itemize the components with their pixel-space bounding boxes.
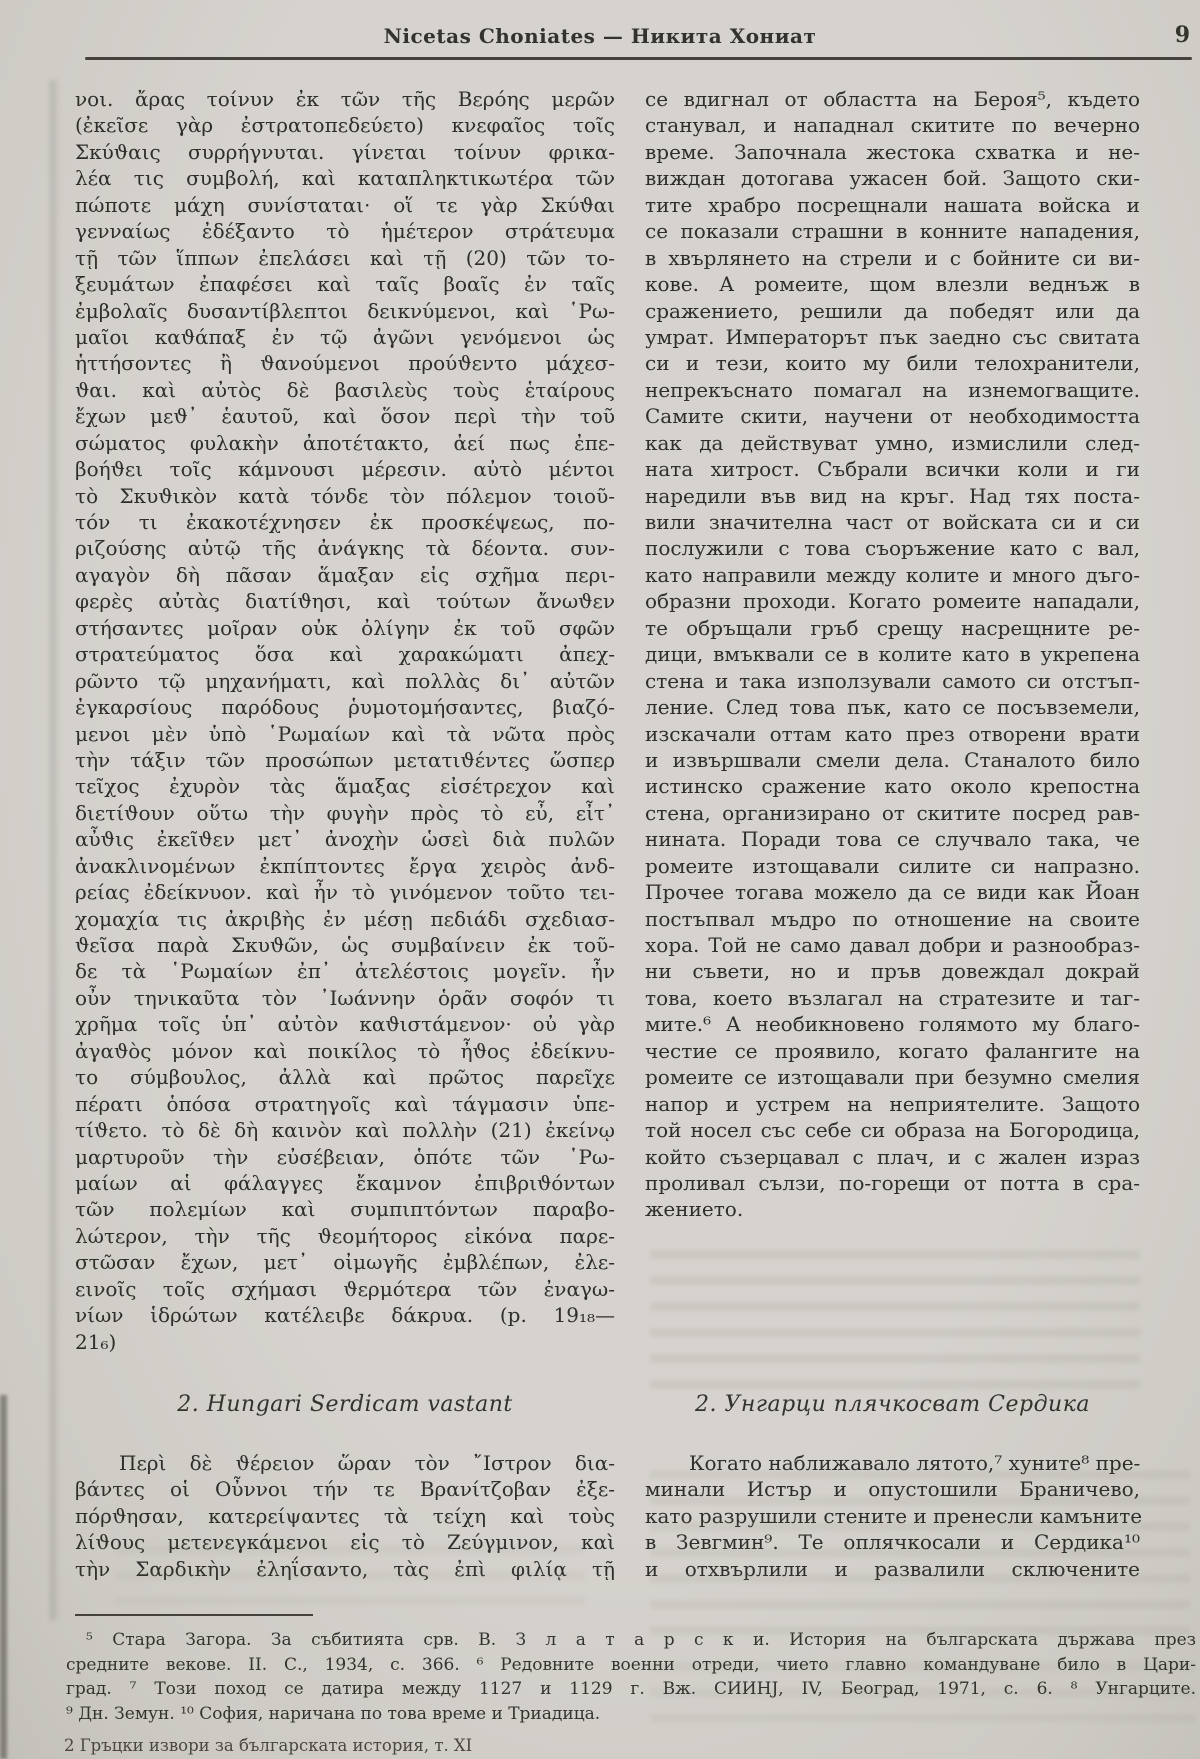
text-line: διετίϑουν οὕτω τὴν φυγὴν πρὸς τὸ εὖ, εἶτ᾽ [75,800,615,825]
text-line: λίϑους μετενεγκάμενοι εἰς τὸ Ζεύγμινον, καὶ [75,1530,615,1555]
text-line: χρῆμα τοῖς ὑπ᾽ αὐτὸν καϑιστάμενον· οὐ γὰρ [75,1012,615,1037]
text-line: и отхвърлили и развалили сключените [645,1556,1140,1581]
text-line: кове. А ромеите, щом влезли веднъж в [645,272,1140,297]
text-line: ξευμάτων ἐπαφέσει καὶ ταῖς βοαῖς ἐν ταῖς [75,272,615,297]
text-line: честие се проявило, когато фалангите на [645,1038,1140,1063]
text-line: послужили с това съоръжение като с вал, [645,536,1140,561]
text-line: νίων ἱδρώτων κατέλειβε δάκρυα. (p. 19₁₈— [75,1303,615,1328]
text-line: който съзерцавал с плач, и с жален израз [645,1144,1140,1169]
text-line: изскачали оттам като през отворени врати [645,721,1140,746]
text-line: γενναίως ἐδέξαντο τὸ ἡμέτερον στράτευμα [75,219,615,244]
text-line: като направили между колите и много дъго- [645,562,1140,587]
greek-text-column [75,86,615,1355]
text-line: τὴν τάξιν τῶν προσώπων μετατιϑέντες ὥσπερ [75,747,615,772]
bulgarian-text-column [645,86,1140,1223]
text-line: ромеите се изтощавали при безумно смелия [645,1065,1140,1090]
text-line: τῇ τῶν ἵππων ἐπελάσει καὶ τῇ (20) τῶν το- [75,245,615,270]
text-line: αγαγὸν δὴ πᾶσαν ἅμαξαν εἰς σχῆμα περι- [75,562,615,587]
text-line: λώτερον, τὴν τῆς ϑεομήτορος εἰκόνα παρε- [75,1223,615,1248]
text-line: πέρατι ὁπόσα στρατηγοῖς καὶ τάγμασιν ὑπε- [75,1091,615,1116]
text-line: φερὲς αὐτὰς διατίϑησι, καὶ τούτων ἄνωϑεν [75,589,615,614]
text-line: ἀγαϑὸς μόνον καὶ ποικίλος τὸ ἦϑος ἐδείκνυ- [75,1038,615,1063]
text-line: като разрушили стените и пренесли камъните [645,1503,1143,1528]
text-line: в хвърлянето на стрели и с бойните си ви- [645,245,1140,270]
section-heading-latin: 2. Hungari Serdicam vastant [177,1392,513,1417]
text-line: виждан дотогава ужасен бой. Защото ски- [645,166,1140,191]
text-line: как да действуват умно, измислили след- [645,430,1140,455]
text-line: си и тези, които му били телохранители, [645,351,1140,376]
text-line: πώποτε μάχη συνίσταται· οἵ τε γὰρ Σκύϑαι [75,192,615,217]
text-line: се показали страшни в конните нападения, [645,219,1140,244]
header-rule [85,57,1192,60]
text-line: 21₆) [75,1329,117,1354]
text-line: Самите скити, научени от необходимостта [645,404,1140,429]
text-line: дици, вмъквали се в колите като в укрепена [645,642,1140,667]
text-line: ἐμβολαῖς δυσαντίβλεπτοι δεικνύμενοι, καὶ ῾Ρω- [75,298,615,323]
text-line: и извършвали смели дела. Станалото било [645,747,1140,772]
text-line: ϑεῖσα παρὰ Σκυϑῶν, ὡς συμβαίνειν ἐκ τοῦ- [75,933,615,957]
text-line: ление. След това пък, като се посъвземели, [645,695,1140,720]
text-line: σώματος φυλακὴν ἀποτέτακτο, ἀεί πως ἐπε- [75,430,615,455]
text-line: се вдигнал от областта на Бероя⁵, където [645,87,1140,111]
text-line: истинско сражение като около крепостна [645,774,1140,799]
text-line: εινοῖς τοῖς σχήμασι ϑερμότερα τῶν ἐναγω- [75,1276,615,1301]
text-line: минали Истър и опустошили Браничево, [645,1477,1140,1502]
text-line: ἀνακλινομένων ἐκπίπτοντες ἔργα χειρὸς ἀνδ- [75,853,615,878]
text-line: ἡττήσοντες ἢ ϑανούμενοι προύϑεντο μάχεσ- [75,351,615,376]
text-line: напор и устрем на неприятелите. Защото [645,1091,1140,1116]
text-line: ната хитрост. Събрали всички коли и ги [645,457,1140,482]
text-line: το σύμβουλος, ἀλλὰ καὶ πρῶτος παρεῖχε [75,1065,615,1090]
text-line: стена, организирано от скитите посред рав- [645,800,1140,825]
text-line: οὖν τηνικαῦτα τὸν ᾽Ιωάννην ὁρᾶν σοφόν τι [75,985,615,1010]
text-line: хора. Той не само давал добри и разнообраз- [645,933,1140,957]
text-line: станувал, и нападнал скитите по вечерно [645,113,1140,138]
text-line: в Зевгмин⁹. Те оплячкосали и Сердика¹⁰ [645,1530,1140,1555]
text-line: това, което възлагал на стратезите и таг- [645,985,1140,1010]
text-line: ρῶντο τῷ μηχανήματι, καὶ πολλὰς δι᾽ αὐτῶν [75,668,615,693]
scan-film-edge [0,1395,7,1759]
text-line: жението. [645,1197,744,1222]
bleed-through-smudge [650,1250,1140,1390]
text-line: νοι. ἄρας τοίνυν ἐκ τῶν τῆς Βερόης μερῶν [75,87,615,111]
text-line: ριζούσης αὐτῷ τῆς ἀνάγκης τὰ δέοντα. συν- [75,536,615,561]
text-line: вили значителна част от войската си и си [645,510,1140,534]
text-line: проливал сълзи, по-горещи от потта в сра- [645,1170,1140,1195]
text-line: те обръщали гръб срещу насрещните ре- [645,615,1140,640]
footnotes-block [66,1628,1196,1726]
text-line: μαίων αἱ φάλαγγες ἔκαμνον ἐπιβριϑόντων [75,1170,615,1195]
text-line: τὴν Σαρδικὴν ἐληΐσαντο, τὰς ἐπὶ φιλίᾳ τῇ [75,1556,615,1581]
text-line: στῶσαν ἔχων, μετ᾽ οἰμωγῆς ἐμβλέπων, ἐλε- [75,1250,615,1275]
text-line: (ἐκεῖσε γὰρ ἐστρατοπεδεύετο) κνεφαῖος τοῖς [75,113,615,138]
text-line: сражението, решили да победят или да [645,298,1140,323]
text-line: λέα τις συμβολή, καὶ καταπληκτικωτέρα τῶν [75,166,615,191]
text-line: наредили във вид на кръг. Над тях поста- [645,483,1140,508]
text-line: ни съвети, но и пръв довеждал докрай [645,959,1140,984]
text-line: мите.⁶ А необикновено голямото му благо- [645,1012,1140,1037]
text-line: стена и така използували самото си отстъп- [645,668,1140,693]
text-line: ⁵ Стара Загора. За събитията срв. В. З л а т а р с к и. История на българската държава през [86,1630,1196,1650]
text-line: Когато наближавало лятото,⁷ хуните⁸ пре- [689,1451,1141,1475]
text-line: βοήϑει τοῖς κάμνουσι μέρεσιν. αὐτὸ μέντοι [75,457,615,482]
page-number: 9 [1174,22,1190,48]
text-line: τῶν πολεμίων καὶ συμπιπτόντων παραβο- [75,1197,615,1222]
running-header: Nicetas Choniates — Никита Хониат [383,24,817,48]
text-line: αὖϑις ἐκεῖϑεν μετ᾽ ἀνοχὴν ὡσεὶ διὰ πυλῶν [75,827,615,852]
footnote-rule [75,1614,313,1616]
text-line: στρατεύματος ὅσα καὶ χαρακώματι ἀπεχ- [75,642,615,667]
text-line: средните векове. II. С., 1934, с. 366. ⁶ Редовните военни отреди, чието главно командуване било в Цари- [66,1654,1196,1675]
text-line: образни проходи. Когато ромеите нападали, [645,589,1140,614]
text-line: Περὶ δὲ ϑέρειον ὥραν τὸν ῎Ιστρον δια- [119,1451,615,1475]
text-line: Σκύϑαις συρρήγνυται. γίνεται τοίνυν φρικα- [75,139,615,164]
text-line: ⁹ Дн. Земун. ¹⁰ София, наричана по това време и Триадица. [66,1703,601,1724]
text-line: тите храбро посрещнали нашата войска и [645,192,1140,217]
text-line: ромеите изтощавали силите си напразно. [645,853,1140,878]
text-line: ϑαι. καὶ αὐτὸς δὲ βασιλεὺς τοὺς ἑταίρους [75,377,615,402]
text-line: непрекъснато помагал на изнемогващите. [645,377,1140,402]
text-line: πόρϑησαν, κατερείψαντες τὰ τείχη καὶ τοὺς [75,1503,615,1528]
bulgarian-paragraph-2 [645,1450,1143,1582]
text-line: τίϑετο. τὸ δὲ δὴ καινὸν καὶ πολλὴν (21) ἐκείνῳ [75,1118,615,1143]
text-line: умрат. Императорът пък заедно със свитата [645,324,1140,349]
text-line: нината. Поради това се случвало така, че [645,827,1140,852]
text-line: χομαχία τις ἀκριβὴς ἐν μέσῃ πεδιάδι σχεδιασ- [75,906,615,931]
text-line: ρείας ἐδείκνυον. καὶ ἦν τὸ γινόμενον τοῦτο τει- [75,880,615,905]
text-line: постъпвал мъдро по отношение на своите [645,906,1140,931]
text-line: στήσαντες μοῖραν οὐκ ὀλίγην ἐκ τοῦ σφῶν [75,615,615,640]
section-heading-bulgarian: 2. Унгарци плячкосват Сердика [695,1392,1090,1417]
text-line: време. Започнала жестока схватка и не- [645,139,1140,164]
text-line: град. ⁷ Този поход се датира между 1127 и 1129 г. Вж. СИИНЈ, IV, Београд, 1971, с. 6. ⁸ Унгарците. [66,1679,1196,1699]
greek-paragraph-2 [75,1450,615,1582]
text-line: μενοι μὲν ὑπὸ ῾Ρωμαίων καὶ τὰ νῶτα πρὸς [75,721,615,746]
left-margin-shadow [50,80,60,1620]
text-line: μαρτυροῦν τὴν εὐσέβειαν, ὁπότε τῶν ῾Ρω- [75,1144,615,1169]
printers-signature-mark: 2 Гръцки извори за българската история, т. XI [64,1736,473,1755]
text-line: βάντες οἱ Οὖννοι τήν τε Βρανίτζοβαν ἐξε- [75,1477,615,1502]
text-line: μαῖοι καϑάπαξ ἐν τῷ ἀγῶνι γενόμενοι ὡς [75,324,615,349]
text-line: той носел със себе си образа на Богородица, [645,1118,1140,1143]
text-line: τόν τι ἐκακοτέχνησεν ἐκ προσκέψεως, πο- [75,510,615,534]
text-line: ἔχων μεϑ᾽ ἑαυτοῦ, καὶ ὅσον περὶ τὴν τοῦ [75,404,615,429]
text-line: ἐγκαρσίους παρόδους ῥυμοτομήσαντες, βιαζό- [75,695,615,720]
text-line: Прочее тогава можело да се види как Йоан [645,880,1140,905]
text-line: δε τὰ ῾Ρωμαίων ἐπ᾽ ἀτελέστοις μογεῖν. ἦν [75,959,615,984]
text-line: τεῖχος ἐχυρὸν τὰς ἅμαξας εἰσέτρεχον καὶ [75,774,615,799]
text-line: τὸ Σκυϑικὸν κατὰ τόνδε τὸν πόλεμον τοιοῦ- [75,483,615,508]
